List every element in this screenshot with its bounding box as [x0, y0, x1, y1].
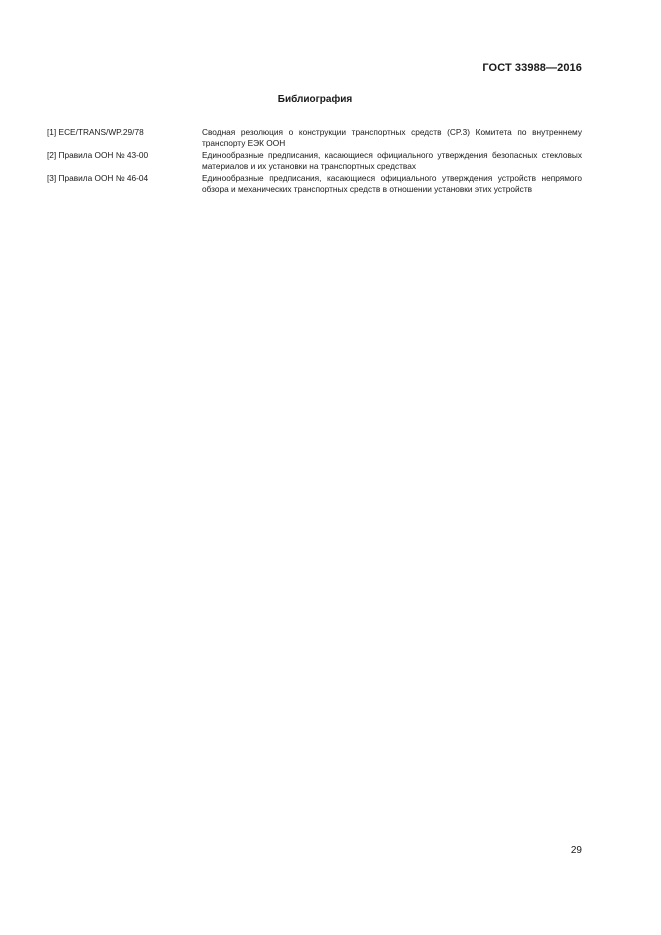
bibliography-desc: Сводная резолюция о конструкции транспортных средств (CP.3) Комитета по внутреннему транспорту ЕЭК ООН	[202, 127, 582, 148]
bibliography-desc: Единообразные предписания, касающиеся официального утверждения безопасных стекловых материалов и их установки на транспортных средствах	[202, 150, 582, 171]
page-number: 29	[570, 845, 582, 856]
bibliography-list	[47, 127, 582, 196]
bibliography-title: Библиография	[277, 94, 353, 105]
document-code: ГОСТ 33988—2016	[482, 62, 582, 74]
bibliography-ref: [2] Правила ООН № 43-00	[47, 150, 149, 160]
bibliography-desc: Единообразные предписания, касающиеся официального утверждения устройств непрямого обзора и механических транспортных средств в отношении установки этих устройств	[202, 173, 582, 194]
bibliography-ref: [1] ECE/TRANS/WP.29/78	[47, 127, 144, 137]
bibliography-ref: [3] Правила ООН № 46-04	[47, 173, 149, 183]
bibliography-entry	[47, 150, 582, 171]
bibliography-entry	[47, 173, 582, 194]
bibliography-entry	[47, 127, 582, 148]
